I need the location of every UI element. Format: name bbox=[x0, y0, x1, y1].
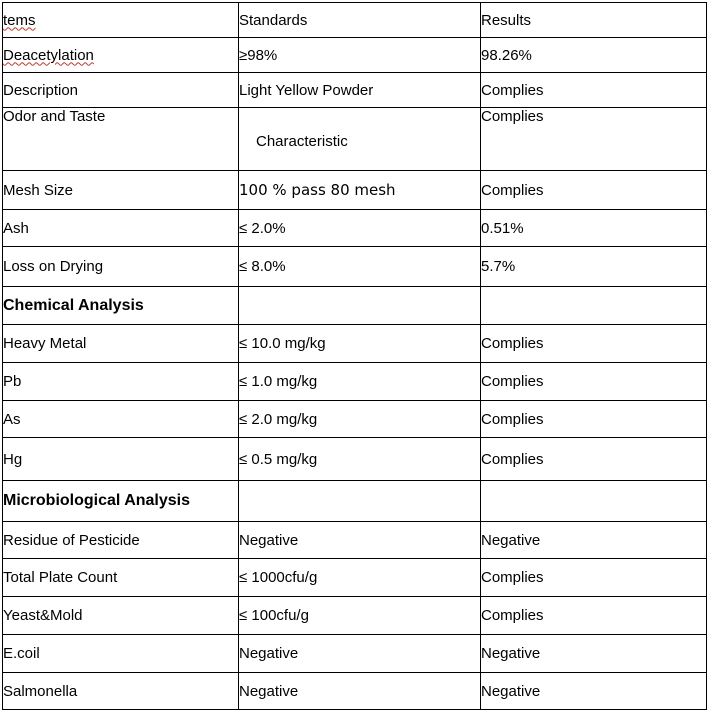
standard-cell: 100 % pass 80 mesh bbox=[239, 171, 481, 210]
item-cell: Yeast&Mold bbox=[3, 597, 239, 635]
table-row bbox=[3, 559, 707, 597]
item-cell: E.coil bbox=[3, 635, 239, 673]
header-items: tems bbox=[3, 3, 239, 38]
result-cell: Complies bbox=[481, 559, 707, 597]
item-cell: Total Plate Count bbox=[3, 559, 239, 597]
header-standards: Standards bbox=[239, 3, 481, 38]
standard-cell: ≤ 8.0% bbox=[239, 247, 481, 287]
standard-cell: ≤ 1000cfu/g bbox=[239, 559, 481, 597]
table-row bbox=[3, 597, 707, 635]
table-row bbox=[3, 171, 707, 210]
standard-cell: ≤ 1.0 mg/kg bbox=[239, 363, 481, 401]
result-cell: Negative bbox=[481, 522, 707, 559]
table-row bbox=[3, 438, 707, 481]
standard-cell: Negative bbox=[239, 522, 481, 559]
result-cell: Complies bbox=[481, 363, 707, 401]
empty-cell bbox=[481, 287, 707, 325]
result-cell: Complies bbox=[481, 108, 707, 171]
item-cell: As bbox=[3, 401, 239, 438]
table-row bbox=[3, 73, 707, 108]
standard-cell: ≥98% bbox=[239, 38, 481, 73]
section-title-microbiological: Microbiological Analysis bbox=[3, 481, 239, 522]
standard-cell: ≤ 10.0 mg/kg bbox=[239, 325, 481, 363]
table-row bbox=[3, 210, 707, 247]
item-cell: Hg bbox=[3, 438, 239, 481]
item-cell: Description bbox=[3, 73, 239, 108]
empty-cell bbox=[239, 481, 481, 522]
item-cell: Residue of Pesticide bbox=[3, 522, 239, 559]
standard-cell: Light Yellow Powder bbox=[239, 73, 481, 108]
table-row bbox=[3, 673, 707, 710]
result-cell: 0.51% bbox=[481, 210, 707, 247]
result-cell: Complies bbox=[481, 597, 707, 635]
table-row bbox=[3, 325, 707, 363]
standard-cell: ≤ 2.0 mg/kg bbox=[239, 401, 481, 438]
standard-cell: Characteristic bbox=[239, 108, 481, 171]
standard-cell: ≤ 0.5 mg/kg bbox=[239, 438, 481, 481]
table-row bbox=[3, 522, 707, 559]
result-cell: Complies bbox=[481, 73, 707, 108]
result-cell: Complies bbox=[481, 438, 707, 481]
table-row bbox=[3, 247, 707, 287]
table-row bbox=[3, 108, 707, 171]
result-cell: Complies bbox=[481, 171, 707, 210]
section-row bbox=[3, 481, 707, 522]
table-row bbox=[3, 401, 707, 438]
result-cell: 98.26% bbox=[481, 38, 707, 73]
item-cell: Loss on Drying bbox=[3, 247, 239, 287]
table-row bbox=[3, 635, 707, 673]
section-row bbox=[3, 287, 707, 325]
item-cell: Deacetylation bbox=[3, 38, 239, 73]
standard-cell: Negative bbox=[239, 673, 481, 710]
result-cell: Complies bbox=[481, 401, 707, 438]
standard-cell: ≤ 2.0% bbox=[239, 210, 481, 247]
standard-cell: ≤ 100cfu/g bbox=[239, 597, 481, 635]
item-cell: Mesh Size bbox=[3, 171, 239, 210]
result-cell: Negative bbox=[481, 635, 707, 673]
result-cell: Negative bbox=[481, 673, 707, 710]
empty-cell bbox=[239, 287, 481, 325]
result-cell: 5.7% bbox=[481, 247, 707, 287]
header-results: Results bbox=[481, 3, 707, 38]
table-row bbox=[3, 38, 707, 73]
item-cell: Heavy Metal bbox=[3, 325, 239, 363]
specification-table bbox=[2, 2, 707, 710]
standard-cell: Negative bbox=[239, 635, 481, 673]
section-title-chemical: Chemical Analysis bbox=[3, 287, 239, 325]
table-row bbox=[3, 363, 707, 401]
item-cell: Ash bbox=[3, 210, 239, 247]
item-cell: Odor and Taste bbox=[3, 108, 239, 171]
result-cell: Complies bbox=[481, 325, 707, 363]
header-row bbox=[3, 3, 707, 38]
item-cell: Pb bbox=[3, 363, 239, 401]
empty-cell bbox=[481, 481, 707, 522]
item-cell: Salmonella bbox=[3, 673, 239, 710]
